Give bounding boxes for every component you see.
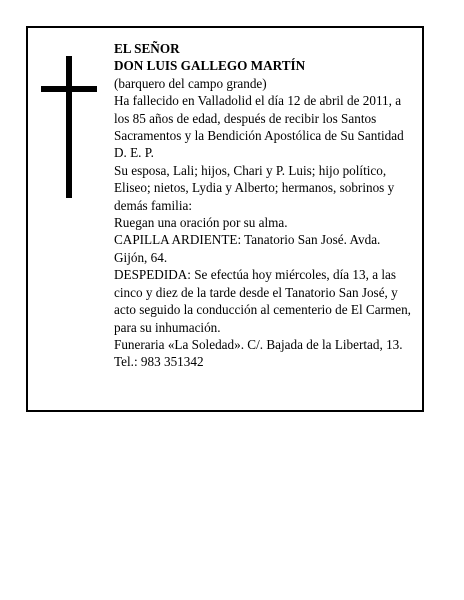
paragraph-chapel: CAPILLA ARDIENTE: Tanatorio San José. Avda. Gijón, 64. [114, 232, 381, 265]
cross-vertical-bar [66, 56, 72, 198]
notice-text [114, 40, 416, 371]
deceased-nickname: (barquero del campo grande) [114, 75, 267, 91]
paragraph-family: Su esposa, Lali; hijos, Chari y P. Luis; hijo político, Eliseo; nietos, Lydia y Alberto; hermanos, sobrinos y demás familia: [114, 162, 395, 213]
paragraph-prayer: Ruegan una oración por su alma. [114, 215, 288, 231]
notice-title: EL SEÑOR [114, 41, 180, 56]
paragraph-death-announcement: Ha fallecido en Valladolid el día 12 de abril de 2011, a los 85 años de edad, después de recibir los Santos Sacramentos y la Bendición Apostólica de Su Santidad D. E. P. [114, 93, 404, 161]
obituary-notice [26, 26, 424, 412]
paragraph-farewell: DESPEDIDA: Se efectúa hoy miércoles, día 13, a las cinco y diez de la tarde desde el Tanatorio San José, y acto seguido la conducción al cementerio de El Carmen, para su inhumación. [114, 267, 411, 335]
cross-horizontal-bar [41, 86, 97, 92]
paragraph-funeral-home: Funeraria «La Soledad». C/. Bajada de la Libertad, 13. Tel.: 983 351342 [114, 336, 403, 370]
deceased-name: DON LUIS GALLEGO MARTÍN [114, 58, 306, 74]
